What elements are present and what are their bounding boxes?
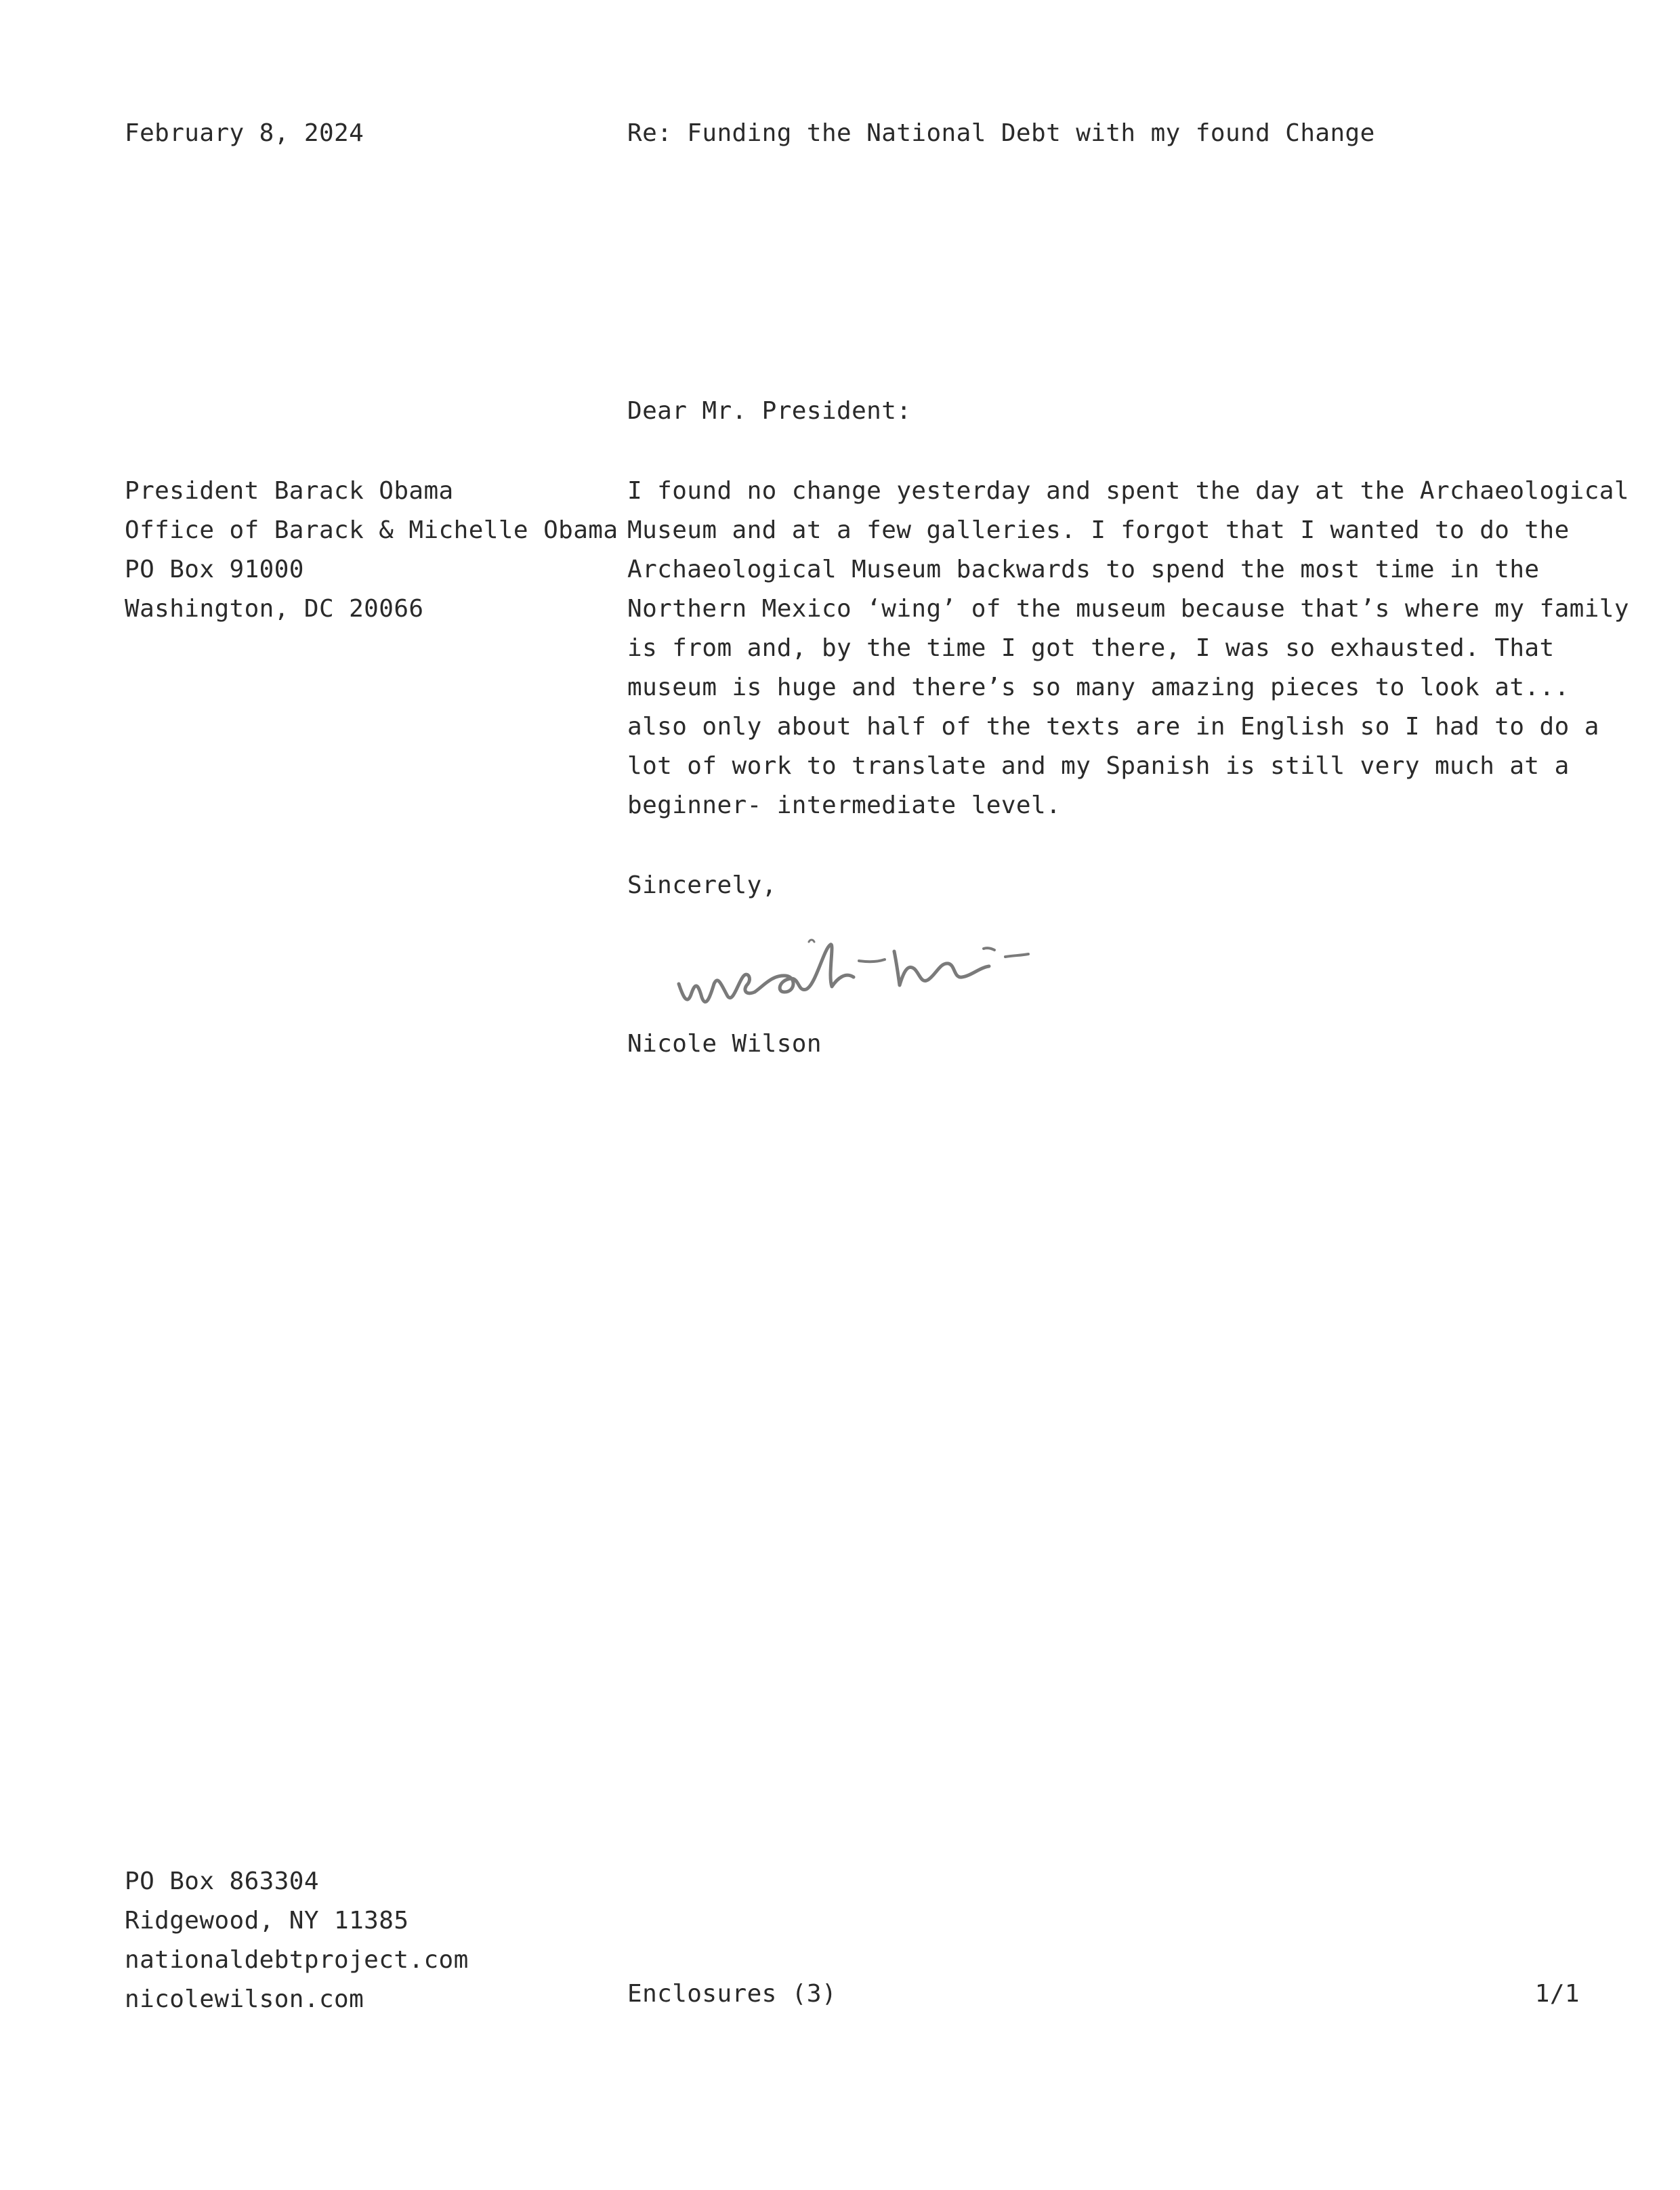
body-line: Archaeological Museum backwards to spend the most time in the bbox=[627, 556, 1540, 583]
letter-body bbox=[627, 472, 1629, 825]
letter-date: February 8, 2024 bbox=[125, 119, 364, 147]
recipient-line: PO Box 91000 bbox=[125, 556, 304, 583]
recipient-line: Washington, DC 20066 bbox=[125, 595, 424, 623]
recipient-line: President Barack Obama bbox=[125, 477, 454, 505]
closing: Sincerely, bbox=[627, 871, 777, 899]
body-line: lot of work to translate and my Spanish is still very much at a bbox=[627, 752, 1570, 780]
sender-line: Ridgewood, NY 11385 bbox=[125, 1907, 409, 1935]
recipient-address bbox=[125, 472, 618, 629]
body-line: I found no change yesterday and spent the day at the Archaeological bbox=[627, 477, 1629, 505]
sender-line: PO Box 863304 bbox=[125, 1867, 319, 1895]
body-line: is from and, by the time I got there, I was so exhausted. That bbox=[627, 634, 1555, 662]
handwritten-signature bbox=[671, 922, 1036, 1023]
body-line: beginner- intermediate level. bbox=[627, 791, 1062, 819]
sender-line: nationaldebtproject.com bbox=[125, 1946, 469, 1974]
body-line: also only about half of the texts are in English so I had to do a bbox=[627, 713, 1599, 741]
body-line: museum is huge and there’s so many amazing pieces to look at... bbox=[627, 674, 1570, 701]
body-line: Northern Mexico ‘wing’ of the museum because that’s where my family bbox=[627, 595, 1629, 623]
salutation: Dear Mr. President: bbox=[627, 397, 912, 425]
sender-line: nicolewilson.com bbox=[125, 1985, 364, 2013]
letter-subject: Re: Funding the National Debt with my found Change bbox=[627, 119, 1375, 147]
recipient-line: Office of Barack & Michelle Obama bbox=[125, 516, 618, 544]
body-line: Museum and at a few galleries. I forgot that I wanted to do the bbox=[627, 516, 1570, 544]
enclosures-note: Enclosures (3) bbox=[627, 1980, 837, 2008]
sender-address bbox=[125, 1862, 469, 2019]
page-number: 1/1 bbox=[1534, 1980, 1580, 2008]
signer-name: Nicole Wilson bbox=[627, 1030, 822, 1058]
